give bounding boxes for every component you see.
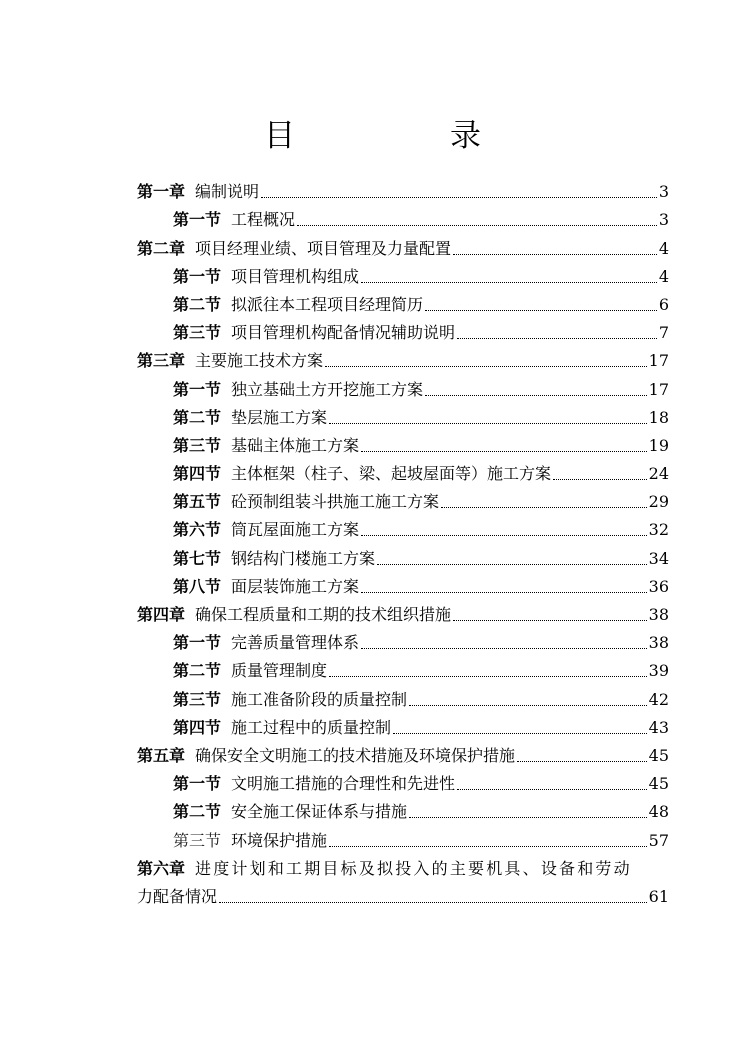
toc-label: 第一章: [137, 182, 186, 202]
toc-label: 第一节: [173, 210, 222, 230]
page-title: 目 录: [264, 118, 543, 154]
toc-label: 第六节: [173, 520, 222, 540]
toc-page-number: 19: [648, 435, 669, 455]
toc-chapter-3[interactable]: [137, 343, 669, 371]
dot-leader: [453, 620, 647, 621]
dot-leader: [457, 789, 647, 790]
toc-page-number: 45: [648, 745, 669, 765]
toc-section-3-8[interactable]: [137, 569, 669, 597]
toc-section-3-2[interactable]: [137, 400, 669, 428]
toc-label: 第二章: [137, 238, 186, 258]
dot-leader: [453, 254, 657, 255]
toc-title: 主体框架（柱子、梁、起坡屋面等）施工方案: [231, 464, 552, 484]
toc-label: 第七节: [173, 548, 222, 568]
toc-chapter-4[interactable]: [137, 597, 669, 625]
toc-label: 第八节: [173, 576, 222, 596]
toc-label: 第五节: [173, 492, 222, 512]
toc-section-3-6[interactable]: [137, 512, 669, 540]
toc-page-number: 48: [648, 802, 669, 822]
toc-title: 项目经理业绩、项目管理及力量配置: [195, 238, 452, 258]
toc-label: 第一节: [173, 379, 222, 399]
toc-page-number: 24: [648, 464, 669, 484]
toc-section-3-1[interactable]: [137, 371, 669, 399]
toc-page-number: 38: [648, 605, 669, 624]
toc-section-2-2[interactable]: [137, 287, 669, 315]
dot-leader: [361, 451, 647, 452]
toc-label: 第二节: [173, 407, 222, 427]
dot-leader: [457, 338, 657, 339]
toc-label: 第三节: [173, 435, 222, 455]
toc-page-number: 17: [648, 379, 669, 399]
dot-leader: [409, 817, 647, 818]
toc-title: 进度计划和工期目标及拟投入的主要机具、设备和劳动: [195, 858, 632, 878]
toc-title: 垫层施工方案: [231, 407, 328, 427]
toc-page-number: 42: [648, 689, 669, 709]
toc-chapter-1[interactable]: [137, 174, 669, 202]
toc-title: 确保工程质量和工期的技术组织措施: [195, 605, 452, 624]
toc-page-number: 34: [648, 548, 669, 568]
toc-title: 施工准备阶段的质量控制: [231, 689, 408, 709]
toc-title: 面层装饰施工方案: [231, 576, 360, 596]
dot-leader: [377, 564, 647, 565]
toc-title: 施工过程中的质量控制: [231, 717, 392, 737]
toc-section-2-3[interactable]: [137, 315, 669, 343]
toc-label: 第一节: [173, 633, 222, 653]
toc-title: 独立基础土方开挖施工方案: [231, 379, 424, 399]
toc-page-number: 45: [648, 774, 669, 794]
dot-leader: [261, 197, 657, 198]
toc-label: 第六章: [137, 858, 186, 878]
toc-page-number: 57: [648, 830, 669, 850]
toc-label: 第五章: [137, 745, 186, 765]
toc-section-5-2[interactable]: [137, 794, 669, 822]
toc-page-number: 6: [658, 294, 669, 314]
dot-leader: [393, 733, 647, 734]
toc-chapter-5[interactable]: [137, 738, 669, 766]
toc-page-number: 43: [648, 717, 669, 737]
toc-section-3-7[interactable]: [137, 540, 669, 568]
dot-leader: [553, 479, 647, 480]
toc-title: 钢结构门楼施工方案: [231, 548, 376, 568]
toc-title: 质量管理制度: [231, 661, 328, 681]
toc-title: 完善质量管理体系: [231, 633, 360, 653]
dot-leader: [329, 423, 647, 424]
toc-page-number: 38: [648, 633, 669, 653]
dot-leader: [361, 592, 647, 593]
toc-title: 确保安全文明施工的技术措施及环境保护措施: [195, 745, 516, 765]
toc-page-number: 3: [658, 210, 669, 230]
dot-leader: [297, 225, 657, 226]
toc-page-number: 18: [648, 407, 669, 427]
toc-title: 拟派往本工程项目经理简历: [231, 294, 424, 314]
toc-section-2-1[interactable]: [137, 259, 669, 287]
toc-page-number: 36: [648, 576, 669, 596]
toc-label: 第四节: [173, 464, 222, 484]
dot-leader: [361, 282, 657, 283]
dot-leader: [361, 535, 647, 536]
toc-page-number: 4: [658, 238, 669, 258]
toc-chapter-6-continued[interactable]: [137, 879, 669, 907]
table-of-contents: [137, 174, 669, 907]
toc-label: 第三章: [137, 351, 186, 371]
dot-leader: [425, 395, 647, 396]
toc-label: 第二节: [173, 661, 222, 681]
toc-section-4-2[interactable]: [137, 653, 669, 681]
dot-leader: [409, 705, 647, 706]
toc-chapter-2[interactable]: [137, 230, 669, 258]
dot-leader: [425, 310, 657, 311]
toc-title: 项目管理机构组成: [231, 266, 360, 286]
toc-title: 工程概况: [231, 210, 296, 230]
toc-title: 编制说明: [195, 182, 260, 202]
toc-page-number: 17: [648, 351, 669, 371]
toc-label: 第一节: [173, 774, 222, 794]
toc-section-4-3[interactable]: [137, 681, 669, 709]
dot-leader: [219, 902, 647, 903]
toc-page-number: 32: [648, 520, 669, 540]
dot-leader: [329, 846, 647, 847]
toc-section-4-1[interactable]: [137, 625, 669, 653]
dot-leader: [325, 366, 647, 367]
dot-leader: [361, 648, 647, 649]
toc-title: 筒瓦屋面施工方案: [231, 520, 360, 540]
toc-label: 第四节: [173, 717, 222, 737]
toc-page-number: 29: [648, 492, 669, 512]
toc-title: 文明施工措施的合理性和先进性: [231, 774, 456, 794]
toc-label: 第二节: [173, 802, 222, 822]
toc-chapter-6[interactable]: [137, 851, 669, 879]
toc-section-3-3[interactable]: [137, 428, 669, 456]
toc-label: 第三节: [173, 689, 222, 709]
toc-title: 安全施工保证体系与措施: [231, 802, 408, 822]
toc-page-number: 4: [658, 266, 669, 286]
toc-title: 砼预制组装斗拱施工施工方案: [231, 492, 440, 512]
toc-page-number: 7: [658, 323, 669, 343]
toc-label: 第二节: [173, 294, 222, 314]
toc-section-3-5[interactable]: [137, 484, 669, 512]
toc-title: 项目管理机构配备情况辅助说明: [231, 323, 456, 343]
toc-title: 基础主体施工方案: [231, 435, 360, 455]
dot-leader: [441, 507, 647, 508]
toc-label: 第一节: [173, 266, 222, 286]
toc-label: 第三节: [173, 323, 222, 343]
toc-title: 主要施工技术方案: [195, 351, 324, 371]
toc-title: 环境保护措施: [231, 830, 328, 850]
toc-label: 第三节: [173, 830, 222, 850]
toc-label: 第四章: [137, 605, 186, 624]
toc-section-3-4[interactable]: [137, 456, 669, 484]
toc-page-number: 61: [648, 886, 669, 906]
toc-section-5-1[interactable]: [137, 766, 669, 794]
toc-page-number: 3: [658, 182, 669, 202]
dot-leader: [517, 761, 647, 762]
toc-section-1-1[interactable]: [137, 202, 669, 230]
toc-page-number: 39: [648, 661, 669, 681]
toc-title-continuation: 力配备情况: [137, 886, 218, 906]
dot-leader: [329, 676, 647, 677]
toc-section-4-4[interactable]: [137, 710, 669, 738]
toc-section-5-3[interactable]: [137, 822, 669, 850]
